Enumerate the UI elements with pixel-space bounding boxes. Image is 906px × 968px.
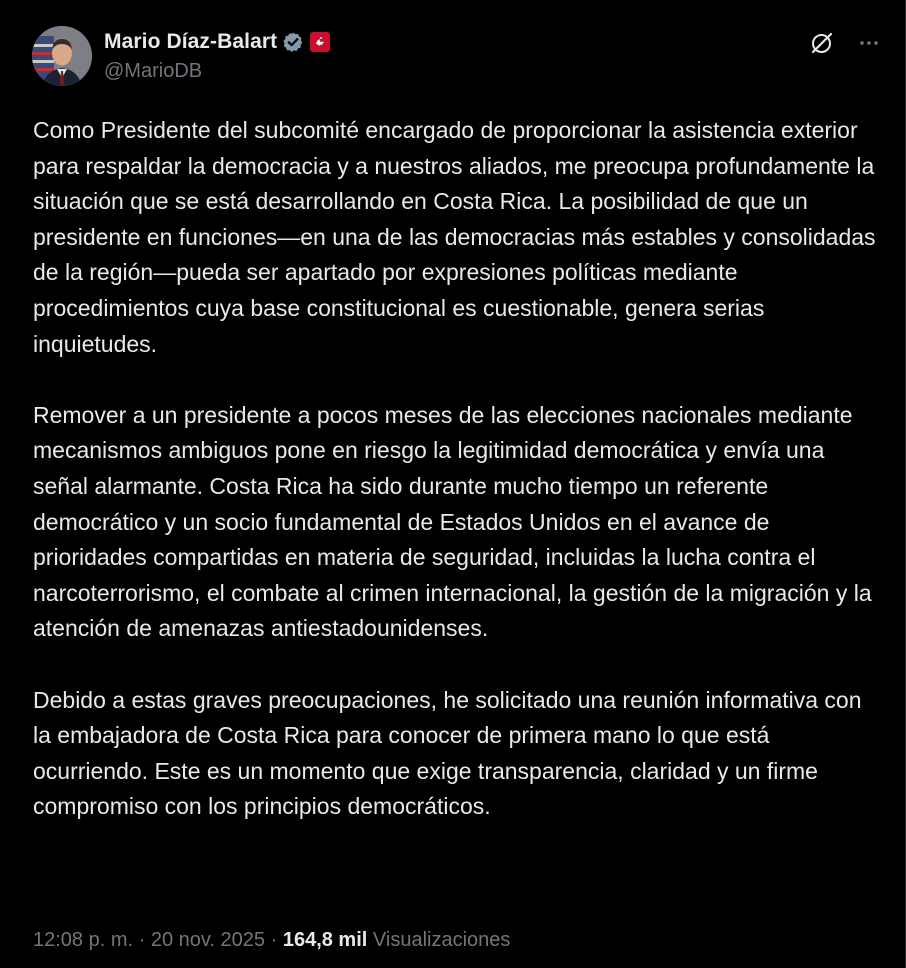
tweet-date[interactable]: 20 nov. 2025 [150,929,266,951]
author-display-name[interactable]: Mario Díaz-Balart [104,30,278,53]
affiliation-badge-icon[interactable] [310,32,330,52]
author-name-row [104,28,330,56]
grok-icon[interactable] [809,30,835,56]
meta-separator: · [270,929,278,951]
avatar[interactable] [32,26,92,86]
author-handle[interactable]: @MarioDB [104,60,203,82]
author-block [104,28,330,83]
header-actions [809,30,881,56]
meta-separator: · [138,929,146,951]
tweet-paragraph: Debido a estas graves preocupaciones, he solicitado una reunión informativa con la embajadora de Costa Rica para conocer de primera mano lo que está ocurriendo. Este es un momento que exige transparencia, claridad y un firme compromiso con los principios democráticos. [33,686,862,820]
more-icon[interactable] [857,31,881,55]
verified-badge-icon[interactable] [282,31,304,53]
tweet-header [32,26,881,88]
tweet-paragraph: Remover a un presidente a pocos meses de las elecciones nacionales mediante mecanismos ambiguos pone en riesgo la legitimidad democrática y envía una señal alarmante. Costa Rica ha sido durante mucho tiempo un referente democrático y un socio fundamental de Estados Unidos en el avance de prioridades compartidas en materia de seguridad, incluidas la lucha contra el narcoterrorismo, el combate al crimen internacional, la gestión de la migración y la atención de amenazas antiestadounidenses. [33,401,872,642]
tweet-paragraph: Como Presidente del subcomité encargado de proporcionar la asistencia exterior para respaldar la democracia y a nuestros aliados, me preocupa profundamente la situación que se está desarrollando en Costa Rica. La posibilidad de que un presidente en funciones—en una de las democracias más estables y consolidadas de la región—pueda ser apartado por expresiones políticas mediante procedimientos cuya base constitucional es cuestionable, genera serias inquietudes. [33,117,876,357]
tweet-text [33,113,883,825]
tweet-time[interactable]: 12:08 p. m. [33,929,134,951]
views-label: Visualizaciones [372,929,511,951]
views-count: 164,8 mil [282,929,368,951]
tweet-meta [33,929,510,952]
